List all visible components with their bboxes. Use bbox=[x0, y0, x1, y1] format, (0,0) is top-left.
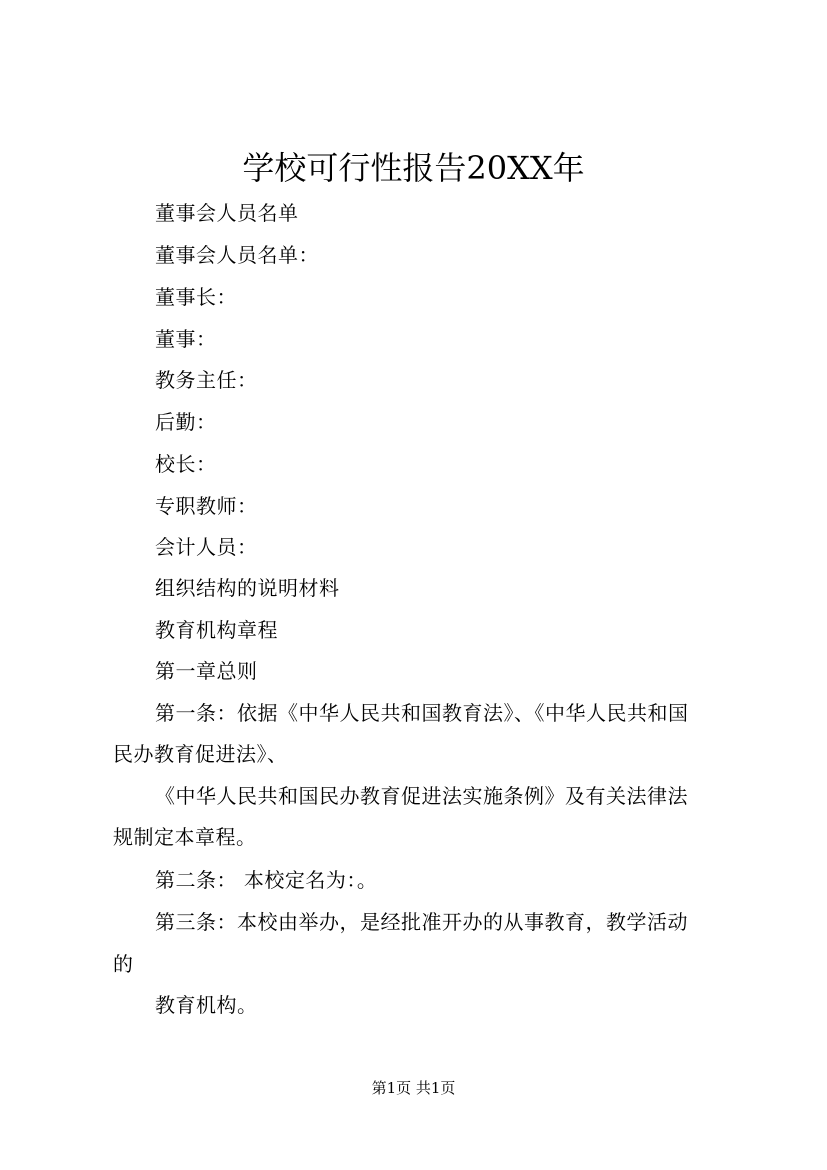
paragraph-line: 会计人员： bbox=[155, 535, 258, 559]
paragraph-line: 董事会人员名单 bbox=[155, 201, 299, 225]
paragraph-line: 校长： bbox=[155, 452, 217, 476]
paragraph-line: 第一章总则 bbox=[155, 659, 258, 683]
paragraph-line: 规制定本章程。 bbox=[113, 825, 257, 849]
paragraph-line: 董事： bbox=[155, 327, 217, 351]
paragraph-line: 《中华人民共和国民办教育促进法实施条例》及有关法律法 bbox=[155, 784, 688, 808]
paragraph-line: 第二条： 本校定名为：。 bbox=[155, 868, 378, 892]
paragraph-line: 第三条：本校由举办，是经批准开办的从事教育，教学活动 bbox=[155, 910, 688, 934]
page-footer: 第1页 共1页 bbox=[371, 1079, 456, 1097]
paragraph-line: 教育机构。 bbox=[155, 993, 258, 1017]
paragraph-line: 民办教育促进法》、 bbox=[113, 742, 288, 766]
paragraph-line: 教务主任： bbox=[155, 368, 258, 392]
paragraph-line: 第一条：依据《中华人民共和国教育法》、《中华人民共和国 bbox=[155, 701, 689, 725]
paragraph-line: 专职教师： bbox=[155, 494, 258, 518]
paragraph-line: 的 bbox=[113, 952, 134, 976]
paragraph-line: 组织结构的说明材料 bbox=[155, 576, 340, 600]
paragraph-line: 教育机构章程 bbox=[155, 618, 278, 642]
paragraph-line: 后勤： bbox=[155, 410, 217, 434]
document-title: 学校可行性报告20XX年 bbox=[242, 149, 585, 187]
paragraph-line: 董事长： bbox=[155, 285, 237, 309]
paragraph-line: 董事会人员名单： bbox=[155, 243, 319, 267]
